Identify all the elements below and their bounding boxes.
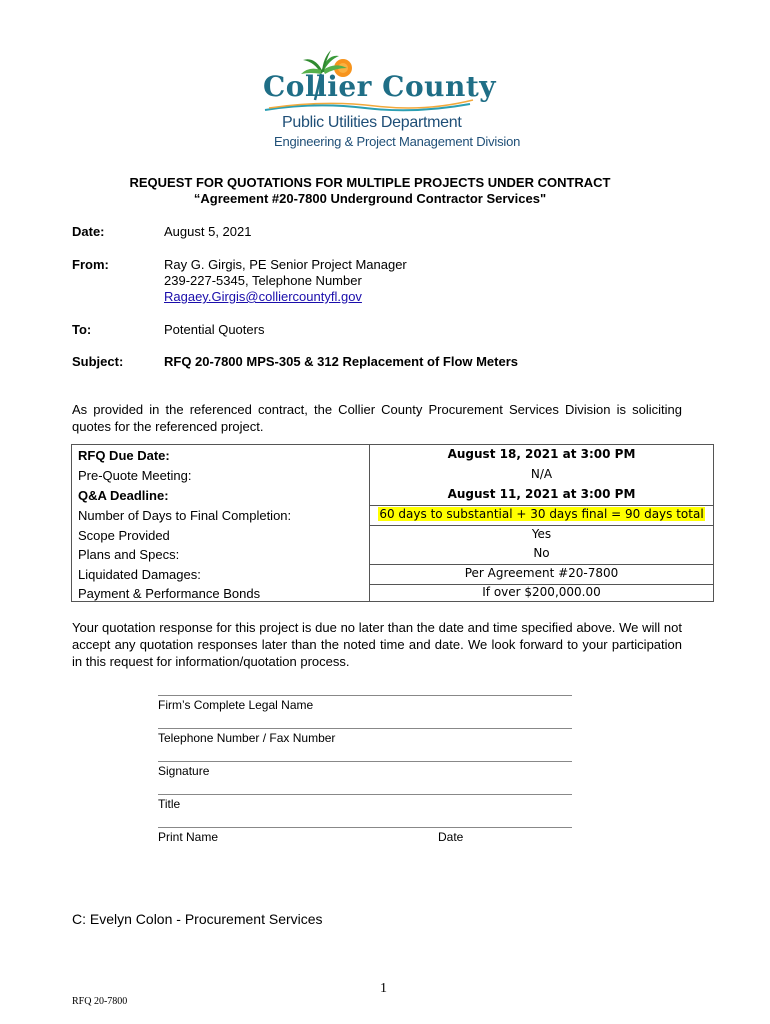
pre-quote-value: N/A [530,467,553,481]
scope-value: Yes [531,527,552,541]
to-value: Potential Quoters [164,322,265,337]
row-label: Q&A Deadline: [78,488,169,503]
phone-fax-line[interactable] [158,728,572,729]
from-email-container [164,289,362,304]
title-line[interactable] [158,794,572,795]
table-cell [370,525,713,545]
table-cell [370,544,713,565]
row-label: Scope Provided [78,528,170,543]
document-heading: REQUEST FOR QUOTATIONS FOR MULTIPLE PROJECTS UNDER CONTRACT [129,175,611,190]
to-label: To: [72,322,92,337]
signature-label: Signature [158,764,210,778]
date-label: Date: [72,224,105,239]
completion-days-value: 60 days to substantial + 30 days final = 90 days total [379,507,704,521]
damages-value: Per Agreement #20-7800 [464,566,619,580]
date-value: August 5, 2021 [164,224,252,239]
date-sign-label: Date [438,830,464,844]
row-label: Number of Days to Final Completion: [78,508,292,523]
document-code: RFQ 20-7800 [72,996,128,1007]
rfq-details-table [71,444,714,602]
row-label: Plans and Specs: [78,547,180,562]
table-row [72,525,369,545]
plans-value: No [533,546,550,560]
row-label: Pre-Quote Meeting: [78,468,192,483]
closing-paragraph: Your quotation response for this project is due no later than the date and time specified above. We will not accept any quotation responses later than the noted time and date. We look forward to your participation in this request for information/quotation process. [72,620,682,669]
from-name: Ray G. Girgis, PE Senior Project Manager [164,257,407,272]
table-row [72,465,369,485]
print-name-date-line[interactable] [158,827,572,828]
signature-line[interactable] [158,761,572,762]
row-label: Liquidated Damages: [78,567,201,582]
table-row [72,583,369,603]
print-name-label: Print Name [158,830,219,844]
firm-name-label: Firm’s Complete Legal Name [158,698,314,712]
qa-deadline-value: August 11, 2021 at 3:00 PM [447,487,636,501]
from-email-link[interactable]: Ragaey.Girgis@colliercountyfl.gov [164,289,362,304]
bonds-value: If over $200,000.00 [482,585,601,599]
from-phone: 239-227-5345, Telephone Number [164,273,362,288]
table-label-column [72,445,370,601]
subject-value: RFQ 20-7800 MPS-305 & 312 Replacement of Flow Meters [164,354,519,369]
table-value-column [370,445,713,601]
due-date-value: August 18, 2021 at 3:00 PM [447,447,636,461]
page-number: 1 [380,981,387,996]
logo-department: Public Utilities Department [282,114,462,131]
table-cell [370,505,713,526]
table-cell [370,485,713,506]
table-row [72,505,369,525]
title-label: Title [158,797,181,811]
row-label: RFQ Due Date: [78,448,170,463]
row-label: Payment & Performance Bonds [78,586,261,601]
table-cell [370,465,713,485]
logo-title: Collier County [263,70,497,103]
firm-name-line[interactable] [158,695,572,696]
intro-paragraph: As provided in the referenced contract, the Collier County Procurement Services Division is soliciting quotes for the referenced project. [72,402,682,434]
table-row [72,544,369,564]
table-cell [370,445,713,465]
logo-division: Engineering & Project Management Division [274,134,521,149]
from-label: From: [72,257,109,272]
table-cell [370,583,713,603]
phone-fax-label: Telephone Number / Fax Number [158,731,336,745]
table-row [72,564,369,584]
table-row [72,485,369,505]
county-logo [255,48,521,156]
cc-line: C: Evelyn Colon - Procurement Services [72,911,323,927]
table-row [72,445,369,465]
agreement-heading: “Agreement #20-7800 Underground Contractor Services" [193,191,547,206]
table-cell [370,564,713,585]
subject-label: Subject: [72,354,124,369]
